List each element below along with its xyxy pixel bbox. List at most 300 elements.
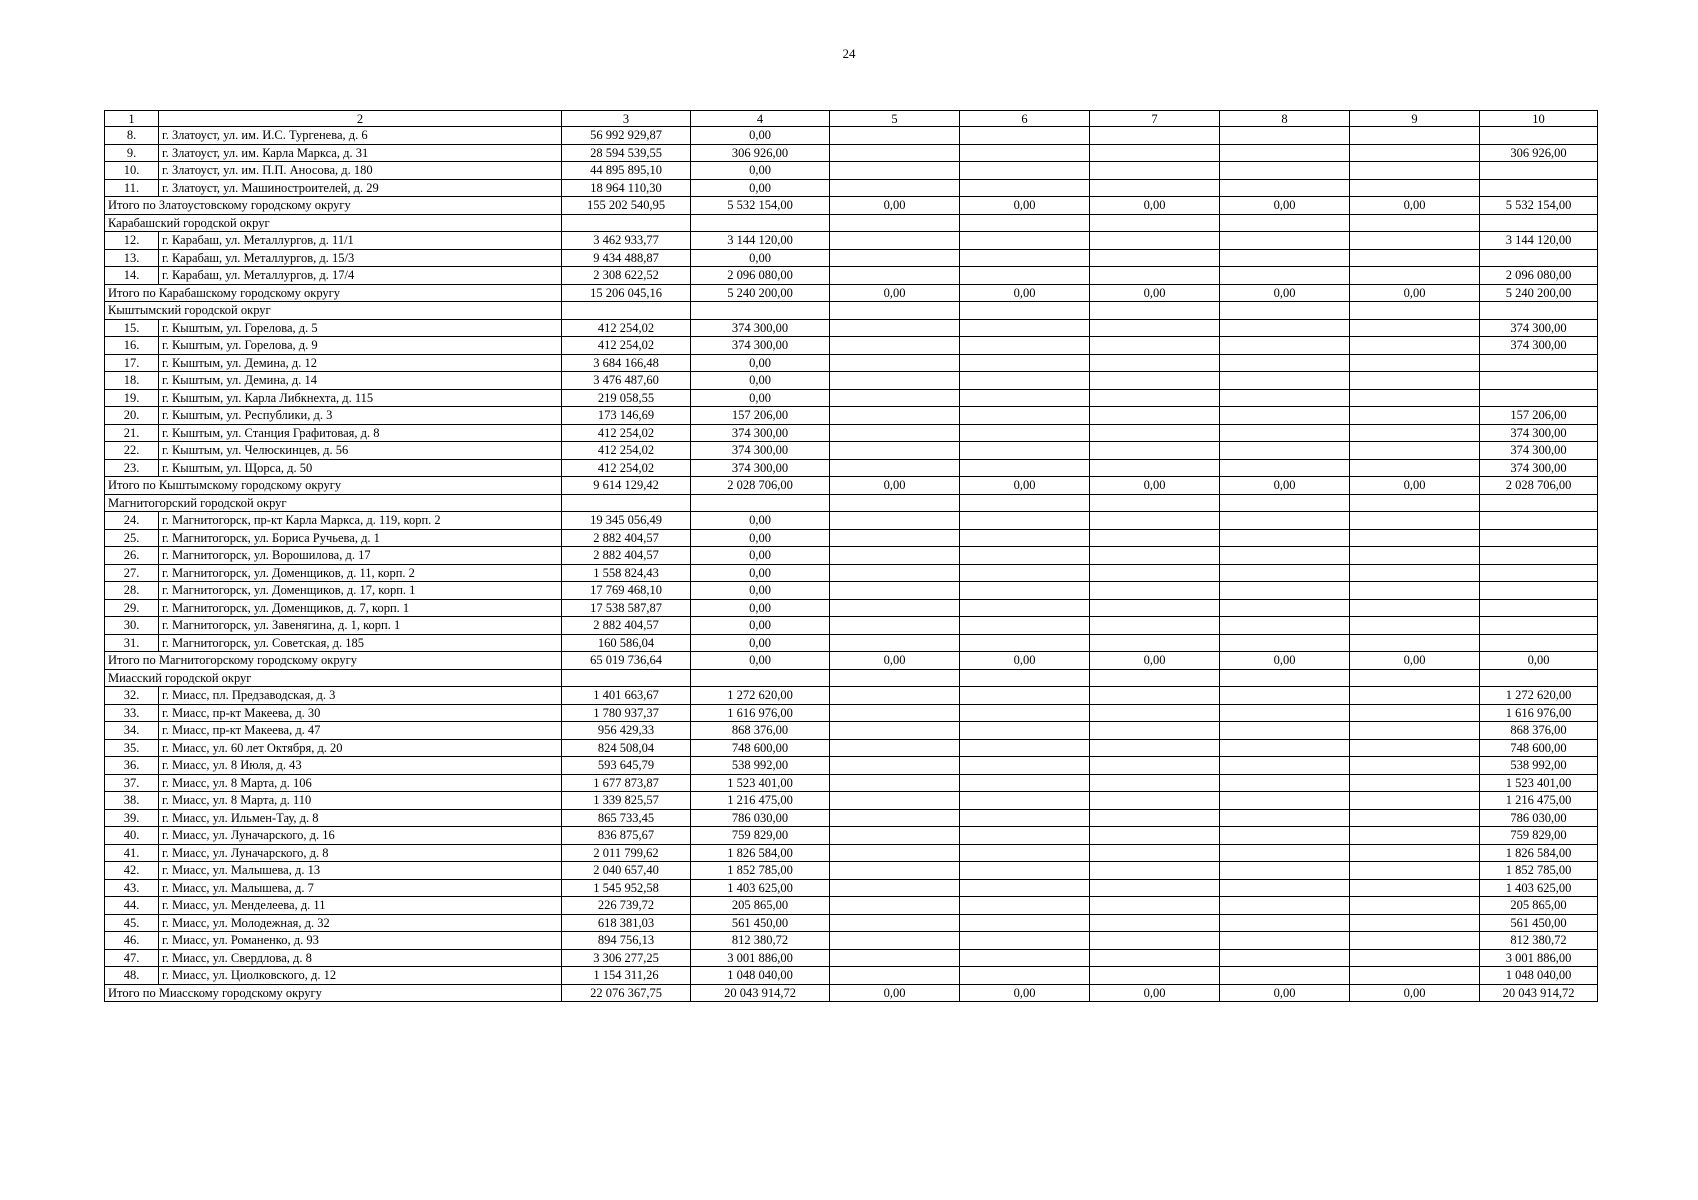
- table-row: [105, 424, 1598, 442]
- section-row: [105, 669, 1598, 687]
- col4-cell: 538 992,00: [691, 757, 830, 775]
- col10-cell: [1480, 529, 1598, 547]
- col9-cell: [1350, 232, 1480, 250]
- col10-cell: 205 865,00: [1480, 897, 1598, 915]
- table-row: [105, 949, 1598, 967]
- col4-cell: 0,00: [691, 564, 830, 582]
- col4-cell: 5 532 154,00: [691, 197, 830, 215]
- col9-cell: [1350, 617, 1480, 635]
- col7-cell: [1090, 529, 1220, 547]
- col9-cell: 0,00: [1350, 284, 1480, 302]
- col9-cell: [1350, 162, 1480, 180]
- row-number: 20.: [105, 407, 159, 425]
- col10-cell: 374 300,00: [1480, 319, 1598, 337]
- row-number: 10.: [105, 162, 159, 180]
- col5-cell: [830, 179, 960, 197]
- col7-cell: [1090, 354, 1220, 372]
- column-header: 10: [1480, 111, 1598, 127]
- column-header: 7: [1090, 111, 1220, 127]
- column-header: 3: [562, 111, 691, 127]
- col8-cell: [1220, 179, 1350, 197]
- col8-cell: [1220, 949, 1350, 967]
- col4-cell: 561 450,00: [691, 914, 830, 932]
- col6-cell: [960, 512, 1090, 530]
- col4-cell: 2 028 706,00: [691, 477, 830, 495]
- col4-cell: 0,00: [691, 249, 830, 267]
- col7-cell: [1090, 127, 1220, 145]
- col5-cell: [830, 529, 960, 547]
- table-row: [105, 389, 1598, 407]
- col9-cell: 0,00: [1350, 477, 1480, 495]
- col7-cell: [1090, 932, 1220, 950]
- col5-cell: [830, 809, 960, 827]
- table-row: [105, 267, 1598, 285]
- col10-cell: 374 300,00: [1480, 337, 1598, 355]
- col4-cell: 0,00: [691, 512, 830, 530]
- address-cell: г. Магнитогорск, ул. Бориса Ручьева, д. 1: [159, 529, 562, 547]
- col8-cell: [1220, 774, 1350, 792]
- col9-cell: [1350, 932, 1480, 950]
- col7-cell: [1090, 704, 1220, 722]
- col7-cell: [1090, 459, 1220, 477]
- col3-cell: 1 339 825,57: [562, 792, 691, 810]
- col6-cell: [960, 932, 1090, 950]
- col5-cell: [830, 897, 960, 915]
- address-cell: г. Кыштым, ул. Карла Либкнехта, д. 115: [159, 389, 562, 407]
- col3-cell: 865 733,45: [562, 809, 691, 827]
- col5-cell: 0,00: [830, 197, 960, 215]
- col7-cell: [1090, 914, 1220, 932]
- col10-cell: 5 240 200,00: [1480, 284, 1598, 302]
- col5-cell: [830, 774, 960, 792]
- col7-cell: [1090, 564, 1220, 582]
- col4-cell: 0,00: [691, 634, 830, 652]
- col8-cell: [1220, 914, 1350, 932]
- col4-cell: 0,00: [691, 127, 830, 145]
- col8-cell: [1220, 459, 1350, 477]
- col9-cell: [1350, 879, 1480, 897]
- table-row: [105, 862, 1598, 880]
- col3-cell: 824 508,04: [562, 739, 691, 757]
- col3-cell: 219 058,55: [562, 389, 691, 407]
- col9-cell: [1350, 529, 1480, 547]
- col7-cell: [1090, 599, 1220, 617]
- col6-cell: [960, 722, 1090, 740]
- col7-cell: [1090, 897, 1220, 915]
- col3-cell: 412 254,02: [562, 459, 691, 477]
- col3-cell: 412 254,02: [562, 319, 691, 337]
- table-row: [105, 932, 1598, 950]
- col4-cell: 374 300,00: [691, 424, 830, 442]
- col5-cell: [830, 862, 960, 880]
- table-row: [105, 337, 1598, 355]
- col4-cell: 1 826 584,00: [691, 844, 830, 862]
- col9-cell: [1350, 494, 1480, 512]
- address-cell: г. Миасс, ул. 8 Марта, д. 110: [159, 792, 562, 810]
- col4-cell: 0,00: [691, 372, 830, 390]
- col10-cell: 374 300,00: [1480, 459, 1598, 477]
- address-cell: г. Миасс, ул. Романенко, д. 93: [159, 932, 562, 950]
- col8-cell: [1220, 249, 1350, 267]
- col10-cell: 0,00: [1480, 652, 1598, 670]
- col7-cell: [1090, 879, 1220, 897]
- col9-cell: [1350, 687, 1480, 705]
- col6-cell: [960, 214, 1090, 232]
- col4-cell: 0,00: [691, 179, 830, 197]
- col5-cell: [830, 424, 960, 442]
- col8-cell: [1220, 372, 1350, 390]
- col10-cell: 561 450,00: [1480, 914, 1598, 932]
- col5-cell: [830, 232, 960, 250]
- col8-cell: [1220, 407, 1350, 425]
- col8-cell: [1220, 354, 1350, 372]
- address-cell: г. Карабаш, ул. Металлургов, д. 11/1: [159, 232, 562, 250]
- col9-cell: [1350, 389, 1480, 407]
- col6-cell: [960, 792, 1090, 810]
- col4-cell: 374 300,00: [691, 337, 830, 355]
- col4-cell: 748 600,00: [691, 739, 830, 757]
- col8-cell: [1220, 512, 1350, 530]
- col4-cell: 306 926,00: [691, 144, 830, 162]
- col10-cell: 1 216 475,00: [1480, 792, 1598, 810]
- col6-cell: [960, 162, 1090, 180]
- col6-cell: [960, 529, 1090, 547]
- row-number: 38.: [105, 792, 159, 810]
- col4-cell: 0,00: [691, 354, 830, 372]
- col4-cell: 157 206,00: [691, 407, 830, 425]
- column-header: 1: [105, 111, 159, 127]
- row-number: 47.: [105, 949, 159, 967]
- col9-cell: [1350, 442, 1480, 460]
- col10-cell: 748 600,00: [1480, 739, 1598, 757]
- total-row: [105, 652, 1598, 670]
- address-cell: г. Миасс, ул. Менделеева, д. 11: [159, 897, 562, 915]
- col9-cell: [1350, 249, 1480, 267]
- address-cell: г. Миасс, ул. 8 Июля, д. 43: [159, 757, 562, 775]
- col4-cell: 759 829,00: [691, 827, 830, 845]
- col8-cell: 0,00: [1220, 652, 1350, 670]
- col4-cell: 0,00: [691, 547, 830, 565]
- table-row: [105, 809, 1598, 827]
- col6-cell: 0,00: [960, 284, 1090, 302]
- col7-cell: [1090, 809, 1220, 827]
- table-row: [105, 967, 1598, 985]
- address-cell: г. Миасс, пр-кт Макеева, д. 47: [159, 722, 562, 740]
- col5-cell: [830, 739, 960, 757]
- col4-cell: 786 030,00: [691, 809, 830, 827]
- address-cell: г. Магнитогорск, ул. Доменщиков, д. 11, корп. 2: [159, 564, 562, 582]
- address-cell: г. Магнитогорск, ул. Доменщиков, д. 17, корп. 1: [159, 582, 562, 600]
- col6-cell: [960, 494, 1090, 512]
- col8-cell: [1220, 879, 1350, 897]
- col9-cell: [1350, 774, 1480, 792]
- col10-cell: [1480, 354, 1598, 372]
- column-number-row: [105, 111, 1598, 127]
- col8-cell: [1220, 932, 1350, 950]
- row-number: 43.: [105, 879, 159, 897]
- col6-cell: [960, 372, 1090, 390]
- col7-cell: [1090, 302, 1220, 320]
- col4-cell: [691, 669, 830, 687]
- row-number: 36.: [105, 757, 159, 775]
- address-cell: г. Златоуст, ул. Машиностроителей, д. 29: [159, 179, 562, 197]
- col5-cell: [830, 302, 960, 320]
- col7-cell: [1090, 827, 1220, 845]
- col4-cell: 2 096 080,00: [691, 267, 830, 285]
- data-table: [104, 110, 1598, 1002]
- col6-cell: [960, 844, 1090, 862]
- col4-cell: 374 300,00: [691, 319, 830, 337]
- col10-cell: 306 926,00: [1480, 144, 1598, 162]
- col8-cell: [1220, 529, 1350, 547]
- row-number: 46.: [105, 932, 159, 950]
- row-number: 48.: [105, 967, 159, 985]
- address-cell: г. Кыштым, ул. Республики, д. 3: [159, 407, 562, 425]
- col5-cell: [830, 144, 960, 162]
- col3-cell: 2 882 404,57: [562, 617, 691, 635]
- col9-cell: [1350, 424, 1480, 442]
- col8-cell: [1220, 967, 1350, 985]
- col8-cell: [1220, 844, 1350, 862]
- col7-cell: [1090, 844, 1220, 862]
- col7-cell: [1090, 669, 1220, 687]
- col6-cell: [960, 442, 1090, 460]
- col3-cell: 3 684 166,48: [562, 354, 691, 372]
- col3-cell: 2 882 404,57: [562, 529, 691, 547]
- col3-cell: [562, 494, 691, 512]
- col6-cell: [960, 879, 1090, 897]
- table-row: [105, 704, 1598, 722]
- col4-cell: [691, 494, 830, 512]
- col6-cell: [960, 704, 1090, 722]
- table-row: [105, 407, 1598, 425]
- col6-cell: [960, 669, 1090, 687]
- col8-cell: [1220, 669, 1350, 687]
- table-row: [105, 827, 1598, 845]
- col6-cell: [960, 389, 1090, 407]
- col10-cell: 1 272 620,00: [1480, 687, 1598, 705]
- col7-cell: [1090, 582, 1220, 600]
- section-row: [105, 214, 1598, 232]
- col3-cell: 173 146,69: [562, 407, 691, 425]
- col9-cell: [1350, 862, 1480, 880]
- col5-cell: [830, 967, 960, 985]
- col6-cell: 0,00: [960, 984, 1090, 1002]
- col3-cell: 1 677 873,87: [562, 774, 691, 792]
- col3-cell: 412 254,02: [562, 337, 691, 355]
- col4-cell: 1 272 620,00: [691, 687, 830, 705]
- row-number: 40.: [105, 827, 159, 845]
- col9-cell: [1350, 792, 1480, 810]
- col7-cell: [1090, 687, 1220, 705]
- col6-cell: [960, 809, 1090, 827]
- col5-cell: [830, 372, 960, 390]
- col9-cell: 0,00: [1350, 652, 1480, 670]
- col8-cell: [1220, 144, 1350, 162]
- col7-cell: [1090, 144, 1220, 162]
- col8-cell: [1220, 337, 1350, 355]
- col5-cell: [830, 687, 960, 705]
- col3-cell: 65 019 736,64: [562, 652, 691, 670]
- address-cell: г. Магнитогорск, ул. Завенягина, д. 1, корп. 1: [159, 617, 562, 635]
- col9-cell: [1350, 634, 1480, 652]
- col10-cell: 1 523 401,00: [1480, 774, 1598, 792]
- col5-cell: [830, 267, 960, 285]
- col9-cell: [1350, 127, 1480, 145]
- total-row: [105, 477, 1598, 495]
- col6-cell: [960, 774, 1090, 792]
- col8-cell: [1220, 162, 1350, 180]
- row-number: 23.: [105, 459, 159, 477]
- col7-cell: [1090, 179, 1220, 197]
- col4-cell: 3 001 886,00: [691, 949, 830, 967]
- col9-cell: 0,00: [1350, 984, 1480, 1002]
- col6-cell: 0,00: [960, 197, 1090, 215]
- col9-cell: [1350, 582, 1480, 600]
- col10-cell: [1480, 179, 1598, 197]
- col10-cell: 1 826 584,00: [1480, 844, 1598, 862]
- table-row: [105, 687, 1598, 705]
- col5-cell: [830, 459, 960, 477]
- col7-cell: [1090, 512, 1220, 530]
- col5-cell: [830, 547, 960, 565]
- col4-cell: [691, 302, 830, 320]
- col7-cell: [1090, 162, 1220, 180]
- address-cell: г. Кыштым, ул. Станция Графитовая, д. 8: [159, 424, 562, 442]
- col4-cell: 1 403 625,00: [691, 879, 830, 897]
- col8-cell: [1220, 792, 1350, 810]
- col6-cell: [960, 302, 1090, 320]
- col3-cell: 15 206 045,16: [562, 284, 691, 302]
- section-row: [105, 494, 1598, 512]
- row-number: 16.: [105, 337, 159, 355]
- col9-cell: [1350, 319, 1480, 337]
- col8-cell: [1220, 582, 1350, 600]
- col8-cell: [1220, 319, 1350, 337]
- col9-cell: [1350, 547, 1480, 565]
- col10-cell: [1480, 214, 1598, 232]
- col10-cell: 868 376,00: [1480, 722, 1598, 740]
- col3-cell: 1 545 952,58: [562, 879, 691, 897]
- col10-cell: [1480, 127, 1598, 145]
- col10-cell: [1480, 372, 1598, 390]
- address-cell: г. Миасс, пр-кт Макеева, д. 30: [159, 704, 562, 722]
- col8-cell: [1220, 704, 1350, 722]
- col6-cell: [960, 249, 1090, 267]
- col6-cell: [960, 179, 1090, 197]
- table-row: [105, 162, 1598, 180]
- table-row: [105, 774, 1598, 792]
- col8-cell: [1220, 302, 1350, 320]
- col10-cell: 1 852 785,00: [1480, 862, 1598, 880]
- table-row: [105, 582, 1598, 600]
- row-number: 27.: [105, 564, 159, 582]
- col10-cell: [1480, 564, 1598, 582]
- col3-cell: 226 739,72: [562, 897, 691, 915]
- col10-cell: 3 144 120,00: [1480, 232, 1598, 250]
- col3-cell: 1 401 663,67: [562, 687, 691, 705]
- col8-cell: [1220, 232, 1350, 250]
- row-number: 24.: [105, 512, 159, 530]
- col3-cell: 17 538 587,87: [562, 599, 691, 617]
- row-number: 34.: [105, 722, 159, 740]
- col3-cell: 3 462 933,77: [562, 232, 691, 250]
- col10-cell: [1480, 617, 1598, 635]
- table-row: [105, 144, 1598, 162]
- col10-cell: 374 300,00: [1480, 442, 1598, 460]
- col3-cell: 160 586,04: [562, 634, 691, 652]
- address-cell: г. Кыштым, ул. Демина, д. 12: [159, 354, 562, 372]
- table-row: [105, 529, 1598, 547]
- col10-cell: 538 992,00: [1480, 757, 1598, 775]
- col3-cell: 3 476 487,60: [562, 372, 691, 390]
- col7-cell: [1090, 792, 1220, 810]
- column-header: 2: [159, 111, 562, 127]
- col5-cell: [830, 494, 960, 512]
- total-row: [105, 984, 1598, 1002]
- address-cell: г. Кыштым, ул. Горелова, д. 5: [159, 319, 562, 337]
- col3-cell: 155 202 540,95: [562, 197, 691, 215]
- col9-cell: [1350, 144, 1480, 162]
- col10-cell: [1480, 249, 1598, 267]
- col9-cell: [1350, 372, 1480, 390]
- col4-cell: 374 300,00: [691, 442, 830, 460]
- col5-cell: [830, 792, 960, 810]
- total-label: Итого по Карабашскому городскому округу: [105, 284, 562, 302]
- col5-cell: [830, 827, 960, 845]
- address-cell: г. Златоуст, ул. им. Карла Маркса, д. 31: [159, 144, 562, 162]
- col3-cell: [562, 302, 691, 320]
- col7-cell: [1090, 739, 1220, 757]
- col6-cell: [960, 617, 1090, 635]
- row-number: 31.: [105, 634, 159, 652]
- col4-cell: 0,00: [691, 529, 830, 547]
- col3-cell: 1 154 311,26: [562, 967, 691, 985]
- col7-cell: [1090, 634, 1220, 652]
- col10-cell: 20 043 914,72: [1480, 984, 1598, 1002]
- col7-cell: [1090, 722, 1220, 740]
- col10-cell: 374 300,00: [1480, 424, 1598, 442]
- row-number: 13.: [105, 249, 159, 267]
- address-cell: г. Миасс, ул. Свердлова, д. 8: [159, 949, 562, 967]
- address-cell: г. Кыштым, ул. Демина, д. 14: [159, 372, 562, 390]
- table-row: [105, 372, 1598, 390]
- col3-cell: 1 780 937,37: [562, 704, 691, 722]
- table-row: [105, 249, 1598, 267]
- col10-cell: [1480, 582, 1598, 600]
- col3-cell: 412 254,02: [562, 424, 691, 442]
- col5-cell: [830, 669, 960, 687]
- col5-cell: [830, 634, 960, 652]
- col7-cell: 0,00: [1090, 652, 1220, 670]
- col5-cell: [830, 389, 960, 407]
- row-number: 9.: [105, 144, 159, 162]
- row-number: 41.: [105, 844, 159, 862]
- col4-cell: 0,00: [691, 652, 830, 670]
- table-row: [105, 722, 1598, 740]
- table-row: [105, 844, 1598, 862]
- col6-cell: [960, 967, 1090, 985]
- col10-cell: [1480, 634, 1598, 652]
- col8-cell: 0,00: [1220, 984, 1350, 1002]
- address-cell: г. Миасс, ул. 60 лет Октября, д. 20: [159, 739, 562, 757]
- col7-cell: 0,00: [1090, 197, 1220, 215]
- col8-cell: 0,00: [1220, 284, 1350, 302]
- col5-cell: [830, 932, 960, 950]
- address-cell: г. Миасс, ул. Малышева, д. 7: [159, 879, 562, 897]
- col3-cell: [562, 214, 691, 232]
- col6-cell: [960, 267, 1090, 285]
